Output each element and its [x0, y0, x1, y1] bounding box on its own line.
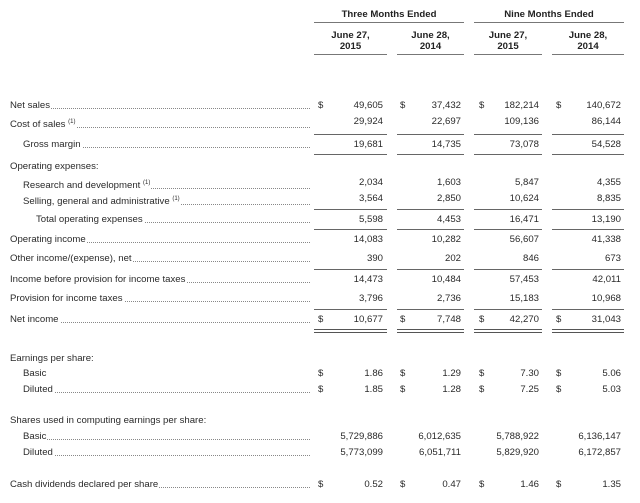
value-cell: 1.28 [442, 384, 461, 395]
value-cell: 29,924 [353, 116, 383, 127]
subtotal-rule [397, 229, 464, 230]
currency-symbol: $ [400, 479, 406, 490]
table-row-gross-margin [0, 138, 640, 152]
value-cell: 5,829,920 [496, 447, 539, 458]
value-cell: 2,736 [436, 293, 461, 304]
value-cell: 41,338 [591, 234, 621, 245]
value-cell: 10,624 [509, 193, 539, 204]
subtotal-rule [474, 309, 542, 310]
currency-symbol: $ [556, 314, 562, 325]
value-cell: 1.46 [520, 479, 539, 490]
section-heading-earnings-per-share: Earnings per share: [10, 353, 94, 364]
value-cell: 6,136,147 [578, 431, 621, 442]
value-cell: 49,605 [353, 100, 383, 111]
value-cell: 140,672 [586, 100, 621, 111]
subtotal-rule [552, 134, 624, 135]
subtotal-rule [314, 309, 387, 310]
column-header-1-date: June 27, [331, 30, 370, 41]
column-header-2-year: 2014 [419, 41, 442, 52]
total-double-rule [397, 329, 464, 333]
value-cell: 14,735 [431, 139, 461, 150]
total-double-rule [314, 329, 387, 333]
subtotal-rule [552, 229, 624, 230]
currency-symbol: $ [479, 368, 485, 379]
column-header-2-date: June 28, [411, 30, 450, 41]
table-row-operating-income [0, 233, 640, 247]
value-cell: 1,603 [436, 177, 461, 188]
subtotal-rule [397, 154, 464, 155]
currency-symbol: $ [318, 479, 324, 490]
value-cell: 846 [522, 253, 539, 264]
value-cell: 8,835 [596, 193, 621, 204]
value-cell: 109,136 [504, 116, 539, 127]
table-row-eps-diluted [0, 383, 640, 397]
value-cell: 31,043 [591, 314, 621, 325]
table-row-shares-basic [0, 430, 640, 444]
subtotal-rule [314, 134, 387, 135]
row-label: Gross margin [23, 138, 310, 152]
value-cell: 14,473 [353, 274, 383, 285]
column-header-1 [314, 30, 387, 52]
currency-symbol: $ [479, 314, 485, 325]
row-label: Net sales [10, 99, 310, 113]
value-cell: 16,471 [509, 214, 539, 225]
column-header-3 [474, 30, 542, 52]
currency-symbol: $ [479, 384, 485, 395]
currency-symbol: $ [318, 314, 324, 325]
subtotal-rule [552, 209, 624, 210]
value-cell: 2,850 [436, 193, 461, 204]
subtotal-rule [397, 309, 464, 310]
value-cell: 22,697 [431, 116, 461, 127]
currency-symbol: $ [479, 100, 485, 111]
table-row-shares-diluted [0, 446, 640, 460]
value-cell: 7,748 [436, 314, 461, 325]
total-double-rule [474, 329, 542, 333]
subtotal-rule [314, 229, 387, 230]
table-row-sga [0, 192, 640, 206]
subtotal-rule [314, 269, 387, 270]
column-header-1-year: 2015 [339, 41, 362, 52]
table-row-net-income [0, 313, 640, 327]
subtotal-rule [552, 309, 624, 310]
subtotal-rule [474, 154, 542, 155]
column-header-2-rule [397, 54, 464, 55]
currency-symbol: $ [479, 479, 485, 490]
row-label: Net income [10, 313, 310, 327]
header-three-months-rule [314, 22, 464, 23]
table-row-other-income [0, 252, 640, 266]
table-row-cash-dividends [0, 478, 640, 492]
subtotal-rule [552, 154, 624, 155]
row-label: Selling, general and administrative $^{(1)}$ [23, 192, 310, 209]
value-cell: 54,528 [591, 139, 621, 150]
value-cell: 10,677 [353, 314, 383, 325]
value-cell: 13,190 [591, 214, 621, 225]
value-cell: 6,172,857 [578, 447, 621, 458]
value-cell: 86,144 [591, 116, 621, 127]
value-cell: 0.47 [442, 479, 461, 490]
subtotal-rule [552, 269, 624, 270]
header-nine-months-rule [474, 22, 624, 23]
table-row-income-before-taxes [0, 273, 640, 287]
value-cell: 6,012,635 [418, 431, 461, 442]
currency-symbol: $ [318, 100, 324, 111]
value-cell: 5,598 [358, 214, 383, 225]
header-three-months: Three Months Ended [341, 9, 437, 20]
subtotal-rule [474, 269, 542, 270]
currency-symbol: $ [556, 384, 562, 395]
row-label: Basic [23, 430, 310, 444]
footnote-marker: (1) [172, 196, 180, 202]
subtotal-rule [474, 209, 542, 210]
currency-symbol: $ [556, 100, 562, 111]
footnote-marker: (1) [68, 119, 76, 125]
row-label: Research and development $^{(1)}$ [23, 176, 310, 193]
section-heading-operating-expenses: Operating expenses: [10, 161, 99, 172]
currency-symbol: $ [556, 479, 562, 490]
value-cell: 37,432 [431, 100, 461, 111]
currency-symbol: $ [400, 384, 406, 395]
value-cell: 10,282 [431, 234, 461, 245]
subtotal-rule [397, 209, 464, 210]
value-cell: 4,355 [596, 177, 621, 188]
row-label: Diluted [23, 446, 310, 460]
table-row-research-development [0, 176, 640, 190]
currency-symbol: $ [318, 384, 324, 395]
column-header-4-rule [552, 54, 624, 55]
value-cell: 1.29 [442, 368, 461, 379]
currency-symbol: $ [556, 368, 562, 379]
value-cell: 19,681 [353, 139, 383, 150]
currency-symbol: $ [400, 100, 406, 111]
value-cell: 673 [604, 253, 621, 264]
value-cell: 1.86 [364, 368, 383, 379]
column-header-4 [552, 30, 624, 52]
column-header-1-rule [314, 54, 387, 55]
value-cell: 6,051,711 [419, 447, 461, 458]
value-cell: 5,788,922 [496, 431, 539, 442]
section-heading-shares-used: Shares used in computing earnings per share: [10, 415, 207, 426]
footnote-marker: (1) [143, 180, 151, 186]
value-cell: 56,607 [509, 234, 539, 245]
row-label: Basic [23, 368, 47, 379]
value-cell: 390 [366, 253, 383, 264]
value-cell: 10,968 [591, 293, 621, 304]
value-cell: 73,078 [509, 139, 539, 150]
total-double-rule [552, 329, 624, 333]
value-cell: 7.30 [520, 368, 539, 379]
table-row-total-operating-expenses [0, 213, 640, 227]
value-cell: 10,484 [431, 274, 461, 285]
value-cell: 2,034 [358, 177, 383, 188]
value-cell: 42,270 [509, 314, 539, 325]
table-row-net-sales [0, 99, 640, 113]
value-cell: 15,183 [509, 293, 539, 304]
subtotal-rule [474, 229, 542, 230]
currency-symbol: $ [318, 368, 324, 379]
value-cell: 5.06 [602, 368, 621, 379]
subtotal-rule [314, 209, 387, 210]
row-label: Cost of sales $^{(1)}$ [10, 115, 310, 132]
value-cell: 7.25 [520, 384, 539, 395]
currency-symbol: $ [400, 368, 406, 379]
subtotal-rule [397, 134, 464, 135]
column-header-2 [397, 30, 464, 52]
column-header-4-date: June 28, [568, 30, 608, 41]
row-label: Total operating expenses [36, 213, 310, 227]
value-cell: 5,847 [514, 177, 539, 188]
value-cell: 0.52 [364, 479, 383, 490]
value-cell: 1.85 [364, 384, 383, 395]
subtotal-rule [314, 154, 387, 155]
value-cell: 42,011 [592, 274, 621, 285]
table-row-eps-basic [0, 367, 640, 381]
column-header-3-year: 2015 [497, 41, 519, 52]
row-label: Income before provision for income taxes [10, 273, 310, 287]
subtotal-rule [474, 134, 542, 135]
value-cell: 182,214 [504, 100, 539, 111]
value-cell: 5.03 [602, 384, 621, 395]
table-row-cost-of-sales [0, 115, 640, 129]
subtotal-rule [397, 269, 464, 270]
value-cell: 1.35 [602, 479, 621, 490]
value-cell: 4,453 [436, 214, 461, 225]
header-nine-months: Nine Months Ended [504, 9, 594, 20]
value-cell: 5,729,886 [340, 431, 383, 442]
row-label: Diluted [23, 383, 310, 397]
value-cell: 5,773,099 [340, 447, 383, 458]
column-header-3-date: June 27, [488, 30, 528, 41]
value-cell: 14,083 [353, 234, 383, 245]
row-label: Operating income [10, 233, 310, 247]
value-cell: 202 [444, 253, 461, 264]
currency-symbol: $ [400, 314, 406, 325]
table-row-provision-income-taxes [0, 292, 640, 306]
row-label: Other income/(expense), net [10, 252, 310, 266]
value-cell: 57,453 [509, 274, 539, 285]
column-header-3-rule [474, 54, 542, 55]
row-label: Cash dividends declared per share [10, 478, 310, 492]
value-cell: 3,796 [358, 293, 383, 304]
value-cell: 3,564 [358, 193, 383, 204]
row-label: Provision for income taxes [10, 292, 310, 306]
column-header-4-year: 2014 [577, 41, 599, 52]
